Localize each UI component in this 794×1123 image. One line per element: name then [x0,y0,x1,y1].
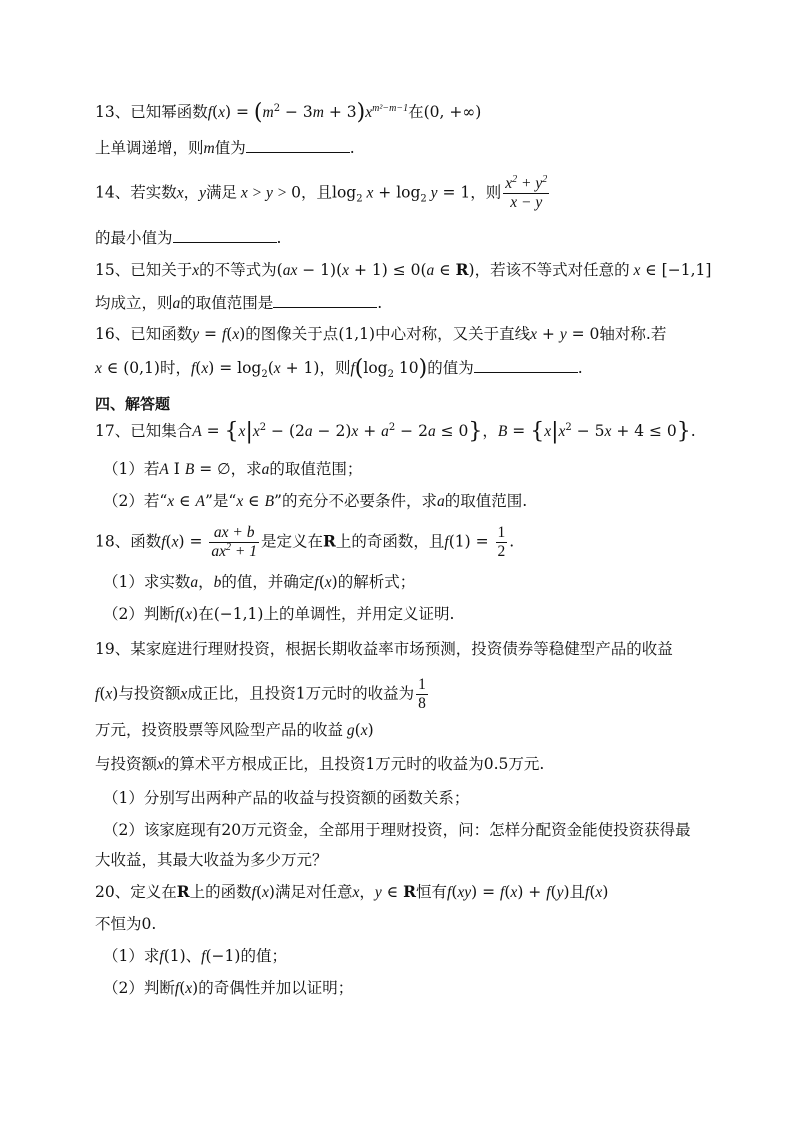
question-20-line-1: 20、定义在R上的函数f(x)满足对任意x，y ∈ R恒有f(xy) = f(x) + f(y)且f(x) [95,882,609,901]
question-19-part-1: （1）分别写出两种产品的收益与投资额的函数关系； [103,789,470,807]
q13-line2: 上单调递增，则 [95,139,204,157]
question-14-line-2: 的最小值为 . [95,226,281,250]
q13-mid: 在 [408,103,424,121]
question-19-line-4: 与投资额x的算术平方根成正比，且投资1万元时的收益为0.5万元. [95,755,545,773]
question-15-line-2: 均成立，则a的取值范围是 . [95,291,382,316]
q15-answer-blank[interactable] [273,291,377,308]
q13-prefix: 13、已知幂函数 [95,103,208,121]
question-15-line-1: 15、已知关于x的不等式为(ax − 1)(x + 1) ≤ 0(a ∈ R)，若该不等式对任意的 x ∈ [−1,1] [95,260,712,279]
question-18-part-2: （2）判断f(x)在(−1,1)上的单调性，并用定义证明. [103,605,455,623]
question-20-part-1: （1）求f(1)、f(−1)的值； [103,947,287,965]
q17-prefix: 17、已知集合 [95,422,193,440]
question-19-part-2-cont: 大收益，其最大收益为多少万元？ [95,851,328,869]
q18-half: $\frac{1}{2}$ [497,524,506,560]
q14-prefix: 14、若实数 [95,183,177,202]
question-19-part-2: （2）该家庭现有20万元资金，全部用于理财投资，问：怎样分配资金能使投资获得最 [103,821,691,839]
q14-fraction: $\frac{x^2 + y^2}{x - y}$ [505,173,548,211]
q14-line2: 的最小值为 [95,229,173,247]
question-17-line-1: 17、已知集合$A = \{x|x^2 - (2a - 2)x + a^2 - 2a \le 0\}$，$B = \{x|x^2 - 5x + 4 \le 0\}$. [95,419,696,444]
question-14-line-1: 14、若实数x，y满足 x > y > 0，且$\log_2 x + \log_2 y = 1$，则 $\frac{x^2 + y^2}{x - y}$ [95,173,548,211]
q20-prefix: 20、定义在 [95,883,177,901]
question-13-line-2: 上单调递增，则m值为 . [95,136,355,161]
question-19-line-3: 万元，投资股票等风险型产品的收益 g(x) [95,721,374,739]
q13-domain: (0, +∞) [423,103,482,121]
question-17-part-2: （2）若“x ∈ A”是“x ∈ B”的充分不必要条件，求a的取值范围. [103,492,528,510]
question-18-line-1: 18、函数f(x) = $\frac{ax + b}{ax^2 + 1}$ 是定义在R上的奇函数，且f(1) = $\frac{1}{2}$ . [95,524,515,560]
question-18-part-1: （1）求实数a，b的值，并确定f(x)的解析式； [103,573,416,591]
question-13-line-1: 13、已知幂函数$f(x) = (m^2 - 3m + 3)x^{m^2-m-1}$在(0, +∞) [95,100,482,125]
q15-line2: 均成立，则 [95,294,173,312]
question-16-line-1: 16、已知函数y = f(x)的图像关于点(1,1)中心对称，又关于直线x + y = 0轴对称.若 [95,325,667,343]
q14-answer-blank[interactable] [173,226,277,243]
question-16-line-2: x ∈ (0,1)时，$f(x) = \log_2(x + 1)$，则$f(\log_2$ 10)的值为 . [95,356,583,381]
question-20-part-2: （2）判断f(x)的奇偶性并加以证明； [103,979,354,997]
q16-prefix: 16、已知函数 [95,325,193,343]
question-19-line-1: 19、某家庭进行理财投资，根据长期收益率市场预测，投资债券等稳健型产品的收益 [95,640,673,658]
q16-answer-blank[interactable] [474,356,578,373]
q13-line2b: 值为 [214,139,246,157]
question-17-part-1: （1）若A I B = ∅，求a的取值范围； [103,460,363,478]
q13-function-formula: f [207,104,213,121]
q19-fraction: $\frac{1}{8}$ [418,676,426,712]
q15-prefix: 15、已知关于 [95,261,193,279]
q18-prefix: 18、函数 [95,532,162,551]
q13-answer-blank[interactable] [246,136,350,153]
section-heading: 四、解答题 [95,395,171,413]
question-19-line-2: f(x)与投资额x成正比，且投资1万元时的收益为 $\frac{1}{8}$ [95,676,426,712]
question-20-line-2: 不恒为0. [95,915,157,933]
q18-fraction: $\frac{ax + b}{ax^2 + 1}$ [211,524,257,560]
